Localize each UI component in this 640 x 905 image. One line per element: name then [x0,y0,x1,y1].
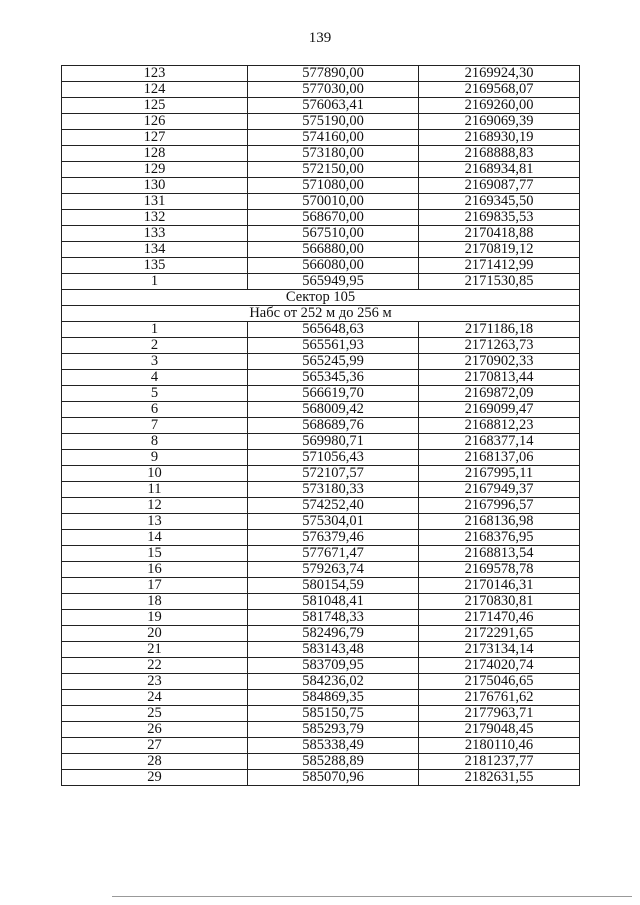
x-coordinate-cell: 585288,89 [248,754,419,770]
x-coordinate-cell: 565648,63 [248,322,419,338]
sector-subtitle-row [62,306,580,322]
y-coordinate-cell: 2169924,30 [419,66,580,82]
point-number-cell: 129 [62,162,248,178]
table-row [62,114,580,130]
y-coordinate-cell: 2167995,11 [419,466,580,482]
x-coordinate-cell: 568009,42 [248,402,419,418]
coordinates-table [61,65,580,786]
table-row [62,82,580,98]
point-number-cell: 20 [62,626,248,642]
table-row [62,66,580,82]
table-row [62,130,580,146]
point-number-cell: 8 [62,434,248,450]
point-number-cell: 11 [62,482,248,498]
x-coordinate-cell: 569980,71 [248,434,419,450]
point-number-cell: 22 [62,658,248,674]
sector-subtitle: Набс от 252 м до 256 м [62,306,580,322]
x-coordinate-cell: 565949,95 [248,274,419,290]
x-coordinate-cell: 565245,99 [248,354,419,370]
y-coordinate-cell: 2169260,00 [419,98,580,114]
coordinates-table-sector-rows [62,322,580,786]
y-coordinate-cell: 2180110,46 [419,738,580,754]
point-number-cell: 130 [62,178,248,194]
table-row [62,514,580,530]
x-coordinate-cell: 577030,00 [248,82,419,98]
point-number-cell: 128 [62,146,248,162]
x-coordinate-cell: 585070,96 [248,770,419,786]
x-coordinate-cell: 585338,49 [248,738,419,754]
table-row [62,98,580,114]
point-number-cell: 127 [62,130,248,146]
y-coordinate-cell: 2171263,73 [419,338,580,354]
point-number-cell: 28 [62,754,248,770]
x-coordinate-cell: 584236,02 [248,674,419,690]
y-coordinate-cell: 2167949,37 [419,482,580,498]
point-number-cell: 131 [62,194,248,210]
x-coordinate-cell: 567510,00 [248,226,419,242]
x-coordinate-cell: 574160,00 [248,130,419,146]
table-row [62,162,580,178]
y-coordinate-cell: 2182631,55 [419,770,580,786]
y-coordinate-cell: 2176761,62 [419,690,580,706]
table-row [62,674,580,690]
y-coordinate-cell: 2169835,53 [419,210,580,226]
point-number-cell: 16 [62,562,248,578]
y-coordinate-cell: 2170819,12 [419,242,580,258]
table-row [62,690,580,706]
x-coordinate-cell: 566880,00 [248,242,419,258]
x-coordinate-cell: 577890,00 [248,66,419,82]
y-coordinate-cell: 2179048,45 [419,722,580,738]
point-number-cell: 7 [62,418,248,434]
table-row [62,194,580,210]
bottom-rule [112,896,632,897]
point-number-cell: 19 [62,610,248,626]
x-coordinate-cell: 575190,00 [248,114,419,130]
x-coordinate-cell: 572150,00 [248,162,419,178]
table-row [62,370,580,386]
table-row [62,562,580,578]
x-coordinate-cell: 570010,00 [248,194,419,210]
y-coordinate-cell: 2175046,65 [419,674,580,690]
y-coordinate-cell: 2169578,78 [419,562,580,578]
y-coordinate-cell: 2171470,46 [419,610,580,626]
point-number-cell: 5 [62,386,248,402]
point-number-cell: 17 [62,578,248,594]
point-number-cell: 3 [62,354,248,370]
table-row [62,770,580,786]
x-coordinate-cell: 568689,76 [248,418,419,434]
point-number-cell: 133 [62,226,248,242]
y-coordinate-cell: 2170418,88 [419,226,580,242]
x-coordinate-cell: 581748,33 [248,610,419,626]
table-row [62,482,580,498]
x-coordinate-cell: 571080,00 [248,178,419,194]
y-coordinate-cell: 2168812,23 [419,418,580,434]
table-row [62,530,580,546]
point-number-cell: 126 [62,114,248,130]
point-number-cell: 135 [62,258,248,274]
sector-title-row [62,290,580,306]
x-coordinate-cell: 576063,41 [248,98,419,114]
y-coordinate-cell: 2169099,47 [419,402,580,418]
table-row [62,210,580,226]
point-number-cell: 14 [62,530,248,546]
point-number-cell: 4 [62,370,248,386]
point-number-cell: 6 [62,402,248,418]
table-row [62,498,580,514]
x-coordinate-cell: 581048,41 [248,594,419,610]
point-number-cell: 13 [62,514,248,530]
page-number: 139 [308,30,332,46]
table-row [62,146,580,162]
table-row [62,706,580,722]
table-row [62,354,580,370]
x-coordinate-cell: 565345,36 [248,370,419,386]
y-coordinate-cell: 2181237,77 [419,754,580,770]
x-coordinate-cell: 566080,00 [248,258,419,274]
point-number-cell: 1 [62,322,248,338]
y-coordinate-cell: 2170146,31 [419,578,580,594]
y-coordinate-cell: 2169069,39 [419,114,580,130]
point-number-cell: 10 [62,466,248,482]
table-row [62,418,580,434]
x-coordinate-cell: 566619,70 [248,386,419,402]
point-number-cell: 25 [62,706,248,722]
x-coordinate-cell: 585293,79 [248,722,419,738]
point-number-cell: 132 [62,210,248,226]
point-number-cell: 24 [62,690,248,706]
table-row [62,434,580,450]
table-row [62,258,580,274]
y-coordinate-cell: 2169345,50 [419,194,580,210]
table-row [62,754,580,770]
x-coordinate-cell: 572107,57 [248,466,419,482]
y-coordinate-cell: 2169872,09 [419,386,580,402]
table-row [62,274,580,290]
table-row [62,626,580,642]
point-number-cell: 27 [62,738,248,754]
table-row [62,322,580,338]
x-coordinate-cell: 582496,79 [248,626,419,642]
y-coordinate-cell: 2168934,81 [419,162,580,178]
y-coordinate-cell: 2167996,57 [419,498,580,514]
table-row [62,642,580,658]
y-coordinate-cell: 2168136,98 [419,514,580,530]
table-row [62,450,580,466]
table-row [62,386,580,402]
y-coordinate-cell: 2168137,06 [419,450,580,466]
y-coordinate-cell: 2168888,83 [419,146,580,162]
point-number-cell: 9 [62,450,248,466]
sector-header [62,290,580,322]
x-coordinate-cell: 584869,35 [248,690,419,706]
x-coordinate-cell: 568670,00 [248,210,419,226]
y-coordinate-cell: 2169087,77 [419,178,580,194]
table-row [62,610,580,626]
table-row [62,178,580,194]
x-coordinate-cell: 574252,40 [248,498,419,514]
x-coordinate-cell: 580154,59 [248,578,419,594]
x-coordinate-cell: 573180,00 [248,146,419,162]
y-coordinate-cell: 2171186,18 [419,322,580,338]
x-coordinate-cell: 576379,46 [248,530,419,546]
y-coordinate-cell: 2170902,33 [419,354,580,370]
point-number-cell: 29 [62,770,248,786]
point-number-cell: 124 [62,82,248,98]
y-coordinate-cell: 2168930,19 [419,130,580,146]
y-coordinate-cell: 2170813,44 [419,370,580,386]
x-coordinate-cell: 579263,74 [248,562,419,578]
point-number-cell: 12 [62,498,248,514]
y-coordinate-cell: 2173134,14 [419,642,580,658]
coordinates-table-top-rows [62,66,580,290]
y-coordinate-cell: 2170830,81 [419,594,580,610]
point-number-cell: 15 [62,546,248,562]
x-coordinate-cell: 565561,93 [248,338,419,354]
table-row [62,594,580,610]
point-number-cell: 134 [62,242,248,258]
point-number-cell: 21 [62,642,248,658]
y-coordinate-cell: 2174020,74 [419,658,580,674]
point-number-cell: 2 [62,338,248,354]
y-coordinate-cell: 2168377,14 [419,434,580,450]
y-coordinate-cell: 2171412,99 [419,258,580,274]
point-number-cell: 18 [62,594,248,610]
table-row [62,466,580,482]
table-row [62,402,580,418]
x-coordinate-cell: 577671,47 [248,546,419,562]
table-row [62,546,580,562]
table-row [62,242,580,258]
y-coordinate-cell: 2168813,54 [419,546,580,562]
point-number-cell: 123 [62,66,248,82]
y-coordinate-cell: 2169568,07 [419,82,580,98]
table-row [62,226,580,242]
point-number-cell: 1 [62,274,248,290]
x-coordinate-cell: 573180,33 [248,482,419,498]
point-number-cell: 23 [62,674,248,690]
y-coordinate-cell: 2168376,95 [419,530,580,546]
x-coordinate-cell: 583143,48 [248,642,419,658]
sector-title: Сектор 105 [62,290,580,306]
point-number-cell: 125 [62,98,248,114]
table-row [62,722,580,738]
table-row [62,658,580,674]
x-coordinate-cell: 585150,75 [248,706,419,722]
y-coordinate-cell: 2172291,65 [419,626,580,642]
x-coordinate-cell: 571056,43 [248,450,419,466]
y-coordinate-cell: 2177963,71 [419,706,580,722]
x-coordinate-cell: 583709,95 [248,658,419,674]
y-coordinate-cell: 2171530,85 [419,274,580,290]
point-number-cell: 26 [62,722,248,738]
x-coordinate-cell: 575304,01 [248,514,419,530]
table-row [62,738,580,754]
table-row [62,338,580,354]
table-row [62,578,580,594]
